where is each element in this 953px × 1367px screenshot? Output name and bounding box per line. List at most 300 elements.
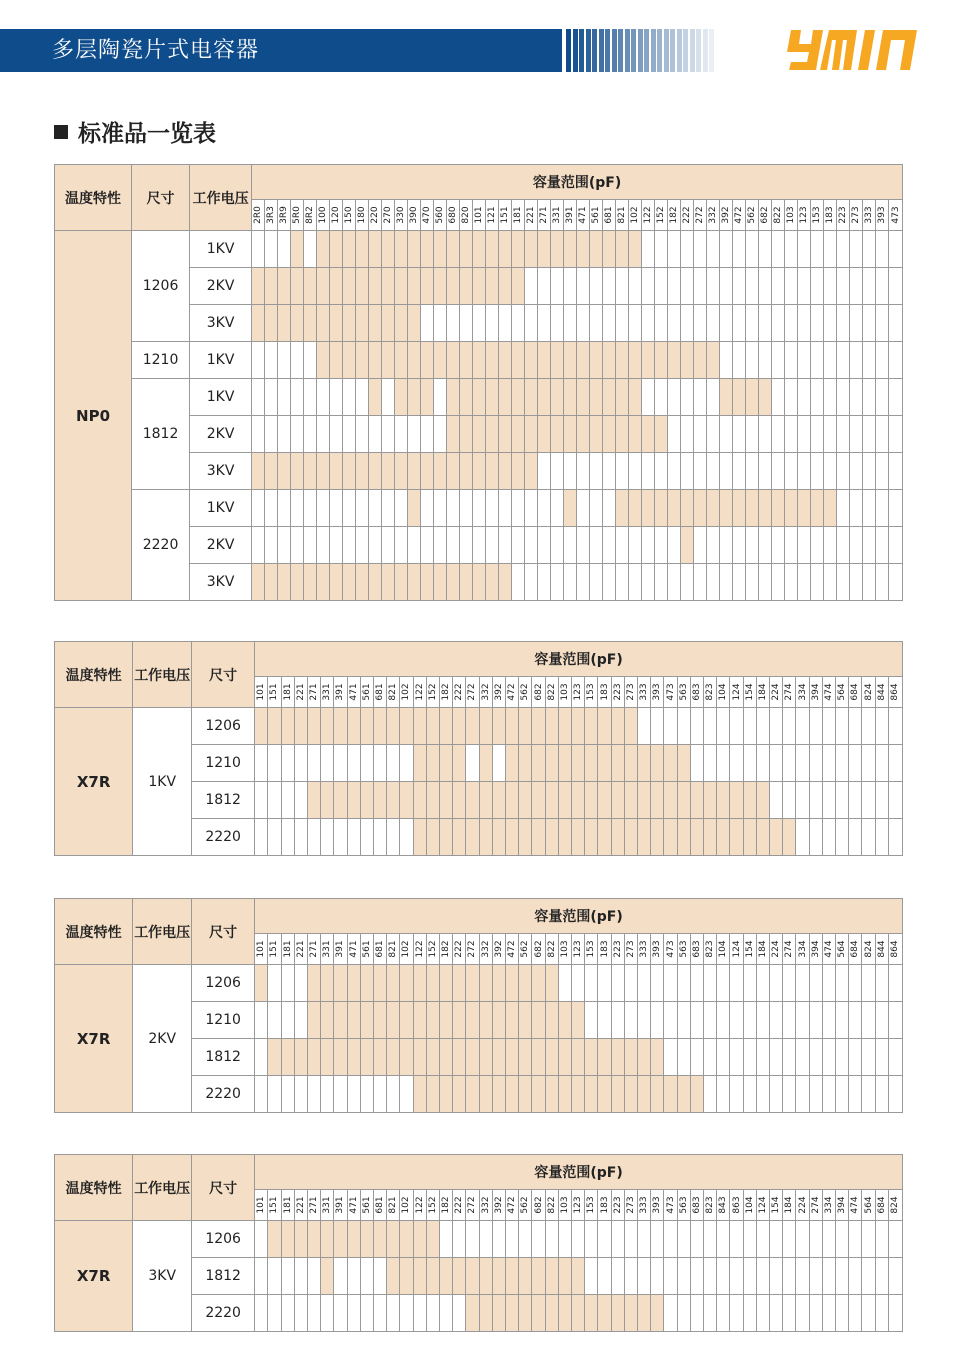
range-cell-available (616, 231, 629, 268)
range-cell-empty (519, 1221, 532, 1258)
capacitance-code: 222 (454, 683, 465, 701)
capacitance-code: 330 (396, 206, 407, 224)
range-cell-empty (824, 564, 837, 601)
capacitance-code: 864 (890, 940, 901, 958)
range-cell-empty (268, 819, 281, 856)
range-cell-empty (642, 379, 655, 416)
range-cell-empty (690, 1258, 703, 1295)
range-cell-empty (850, 379, 863, 416)
range-cell-empty (822, 1002, 835, 1039)
capacitance-code-cell (255, 934, 268, 965)
range-cell-empty (811, 379, 824, 416)
range-cell-available (598, 819, 611, 856)
capacitance-code-cell (268, 934, 281, 965)
range-cell-available (759, 379, 772, 416)
range-cell-available (460, 379, 473, 416)
range-cell-empty (720, 527, 733, 564)
range-cell-empty (294, 819, 307, 856)
range-cell-available (473, 379, 486, 416)
capacitance-code-cell (809, 677, 822, 708)
capacitance-code-cell (506, 934, 519, 965)
range-cell-available (512, 231, 525, 268)
range-cell-empty (281, 1258, 294, 1295)
range-cell-empty (849, 782, 862, 819)
range-cell-available (572, 1002, 585, 1039)
capacitance-code: 182 (441, 683, 452, 701)
range-cell-available (473, 416, 486, 453)
range-cell-available (694, 342, 707, 379)
stripe-bar (644, 29, 649, 72)
stripe-bar (612, 29, 617, 72)
range-cell-empty (837, 490, 850, 527)
range-cell-empty (668, 416, 681, 453)
range-cell-empty (743, 708, 756, 745)
range-cell-empty (369, 416, 382, 453)
range-cell-empty (720, 564, 733, 601)
row-label: 1206 (192, 965, 255, 1002)
range-cell-empty (603, 527, 616, 564)
range-cell-available (421, 453, 434, 490)
capacitance-code: 180 (357, 206, 368, 224)
range-cell-empty (373, 1076, 386, 1113)
capacitance-code-cell (453, 1190, 466, 1221)
capacitance-code-cell (629, 200, 642, 231)
range-cell-empty (785, 564, 798, 601)
row-label: 1812 (192, 1258, 255, 1295)
range-cell-empty (551, 305, 564, 342)
range-cell-available (551, 342, 564, 379)
range-cell-available (307, 1002, 320, 1039)
range-cell-empty (707, 305, 720, 342)
range-cell-empty (525, 305, 538, 342)
range-cell-empty (668, 379, 681, 416)
column-header-3: 尺寸 (192, 1155, 255, 1221)
range-cell-empty (862, 1002, 875, 1039)
capacitance-code: 151 (269, 683, 280, 701)
capacitance-code-cell (281, 934, 294, 965)
capacitance-code: 681 (375, 940, 386, 958)
capacitance-code: 273 (851, 206, 862, 224)
range-cell-empty (849, 1221, 862, 1258)
range-cell-empty (694, 527, 707, 564)
range-cell-empty (756, 1002, 769, 1039)
capacitance-code: 124 (731, 683, 742, 701)
range-cell-empty (756, 1039, 769, 1076)
capacitance-code: 274 (810, 1196, 821, 1214)
range-cell-available (307, 1039, 320, 1076)
capacitance-code-cell (400, 934, 413, 965)
range-cell-empty (783, 1076, 796, 1113)
range-cell-empty (681, 564, 694, 601)
range-cell-empty (759, 268, 772, 305)
range-cell-empty (756, 965, 769, 1002)
range-cell-available (655, 490, 668, 527)
range-cell-available (434, 453, 447, 490)
capacitance-code: 2R0 (253, 206, 264, 224)
column-header-2: 工作电压 (133, 899, 192, 965)
capacitance-code-cell (506, 1190, 519, 1221)
range-cell-available (743, 819, 756, 856)
range-cell-empty (334, 819, 347, 856)
range-cell-empty (664, 1221, 677, 1258)
range-cell-available (278, 305, 291, 342)
range-cell-available (373, 782, 386, 819)
range-cell-empty (717, 1221, 730, 1258)
range-cell-available (486, 231, 499, 268)
capacitance-code-cell (400, 677, 413, 708)
range-cell-empty (849, 1258, 862, 1295)
range-cell-empty (850, 342, 863, 379)
capacitance-code-cell (268, 677, 281, 708)
capacitance-code: 152 (427, 1196, 438, 1214)
capacitance-code: 273 (625, 1196, 636, 1214)
range-cell-available (453, 745, 466, 782)
stripe-bar (709, 29, 714, 72)
range-cell-available (624, 745, 637, 782)
range-cell-empty (255, 1002, 268, 1039)
range-cell-empty (889, 231, 903, 268)
range-cell-empty (770, 745, 783, 782)
range-cell-empty (655, 453, 668, 490)
range-cell-available (434, 268, 447, 305)
range-cell-empty (321, 1295, 334, 1332)
range-cell-available (677, 819, 690, 856)
range-cell-empty (426, 1295, 439, 1332)
range-cell-empty (862, 1039, 875, 1076)
range-cell-available (558, 782, 571, 819)
capacitance-code-cell (611, 934, 624, 965)
capacitance-code-cell (538, 200, 551, 231)
range-cell-empty (836, 1295, 849, 1332)
range-cell-empty (809, 1002, 822, 1039)
range-cell-empty (889, 416, 903, 453)
range-cell-empty (876, 342, 889, 379)
range-cell-empty (564, 527, 577, 564)
range-cell-available (460, 231, 473, 268)
range-cell-empty (538, 527, 551, 564)
range-cell-empty (889, 564, 903, 601)
range-cell-empty (811, 231, 824, 268)
range-cell-empty (255, 1221, 268, 1258)
capacitance-code: 471 (348, 683, 359, 701)
capacitance-code: 844 (876, 940, 887, 958)
range-cell-available (564, 416, 577, 453)
capacitance-code: 5R0 (292, 206, 303, 224)
range-cell-empty (849, 1002, 862, 1039)
range-cell-empty (558, 965, 571, 1002)
range-cell-available (321, 965, 334, 1002)
capacitance-code: 222 (454, 1196, 465, 1214)
temperature-characteristic: X7R (55, 708, 133, 856)
range-cell-empty (677, 1002, 690, 1039)
range-cell-available (638, 782, 651, 819)
range-cell-empty (707, 416, 720, 453)
capacitance-code: 334 (823, 1196, 834, 1214)
range-cell-empty (347, 1258, 360, 1295)
range-cell-available (545, 708, 558, 745)
capacitance-code-cell (453, 677, 466, 708)
range-cell-empty (862, 1221, 875, 1258)
range-cell-available (304, 564, 317, 601)
range-cell-available (538, 379, 551, 416)
range-cell-available (395, 231, 408, 268)
range-cell-available (492, 819, 505, 856)
range-cell-available (525, 416, 538, 453)
range-cell-empty (694, 268, 707, 305)
range-cell-empty (347, 1076, 360, 1113)
range-cell-available (473, 453, 486, 490)
range-cell-available (439, 745, 452, 782)
capacitance-code: 334 (797, 940, 808, 958)
capacitance-code-cell (677, 934, 690, 965)
range-cell-available (334, 1221, 347, 1258)
capacitance-code: 184 (757, 940, 768, 958)
range-cell-available (466, 1039, 479, 1076)
range-cell-available (330, 453, 343, 490)
range-cell-available (356, 342, 369, 379)
capacitance-code: 153 (812, 206, 823, 224)
range-cell-empty (876, 564, 889, 601)
capacitance-code-cell (532, 934, 545, 965)
range-cell-empty (265, 490, 278, 527)
range-cell-empty (638, 1221, 651, 1258)
range-cell-available (291, 453, 304, 490)
range-cell-available (717, 782, 730, 819)
range-cell-empty (395, 527, 408, 564)
range-cell-available (334, 708, 347, 745)
capacitance-code-cell (307, 677, 320, 708)
range-cell-empty (347, 745, 360, 782)
range-cell-empty (720, 231, 733, 268)
capacitance-code: 393 (877, 206, 888, 224)
range-cell-empty (785, 305, 798, 342)
capacitance-code-cell (677, 677, 690, 708)
range-cell-available (421, 342, 434, 379)
range-cell-empty (268, 1002, 281, 1039)
range-cell-available (704, 782, 717, 819)
capacitance-code-cell (824, 200, 837, 231)
range-cell-empty (373, 819, 386, 856)
range-cell-empty (783, 745, 796, 782)
range-cell-available (572, 708, 585, 745)
capacitance-code-cell (321, 934, 334, 965)
range-cell-empty (629, 305, 642, 342)
range-cell-empty (889, 527, 903, 564)
section-title (54, 117, 216, 151)
range-cell-available (598, 708, 611, 745)
capacitance-code-cell (265, 200, 278, 231)
capacitance-code-cell (558, 1190, 571, 1221)
range-cell-empty (862, 782, 875, 819)
range-cell-empty (572, 965, 585, 1002)
range-cell-available (733, 490, 746, 527)
range-cell-empty (585, 1221, 598, 1258)
capacitance-code-cell (651, 1190, 664, 1221)
range-cell-empty (387, 745, 400, 782)
range-cell-available (512, 268, 525, 305)
range-cell-available (616, 416, 629, 453)
capacitance-code-cell (387, 934, 400, 965)
capacitance-code: 332 (480, 940, 491, 958)
stripe-bar (586, 29, 591, 72)
range-cell-empty (577, 527, 590, 564)
capacitance-code-cell (677, 1190, 690, 1221)
range-cell-empty (453, 1221, 466, 1258)
stripe-bar (573, 29, 578, 72)
range-cell-empty (492, 745, 505, 782)
range-cell-available (439, 819, 452, 856)
range-cell-empty (811, 305, 824, 342)
range-cell-available (307, 965, 320, 1002)
stripe-bar (670, 29, 675, 72)
range-cell-empty (770, 1002, 783, 1039)
range-cell-available (651, 745, 664, 782)
capacitance-code: 154 (744, 683, 755, 701)
range-cell-empty (624, 1002, 637, 1039)
range-cell-empty (759, 453, 772, 490)
range-cell-empty (875, 745, 888, 782)
stripe-bar (638, 29, 643, 72)
range-cell-available (558, 1295, 571, 1332)
range-cell-available (369, 305, 382, 342)
range-cell-empty (836, 1076, 849, 1113)
range-cell-empty (863, 231, 876, 268)
range-cell-available (506, 782, 519, 819)
range-cell-available (603, 379, 616, 416)
range-cell-empty (707, 379, 720, 416)
range-cell-empty (772, 268, 785, 305)
range-cell-empty (343, 490, 356, 527)
range-cell-available (598, 1076, 611, 1113)
range-cell-empty (770, 1076, 783, 1113)
range-cell-empty (655, 231, 668, 268)
range-cell-empty (730, 1221, 743, 1258)
range-cell-empty (655, 268, 668, 305)
range-cell-empty (278, 379, 291, 416)
range-cell-empty (268, 745, 281, 782)
capacitance-code-cell (307, 1190, 320, 1221)
row-label: 1210 (192, 745, 255, 782)
capacitance-code: 184 (784, 1196, 795, 1214)
range-cell-empty (743, 1221, 756, 1258)
capacitance-code: 272 (467, 683, 478, 701)
capacitance-code-cell (466, 1190, 479, 1221)
capacitance-code-cell (466, 677, 479, 708)
range-cell-available (611, 1076, 624, 1113)
capacitance-code: 334 (797, 683, 808, 701)
range-cell-available (447, 231, 460, 268)
range-cell-empty (387, 1295, 400, 1332)
range-cell-empty (798, 564, 811, 601)
range-cell-available (317, 268, 330, 305)
range-cell-empty (811, 564, 824, 601)
capacitance-code: 394 (810, 940, 821, 958)
range-cell-available (538, 231, 551, 268)
range-cell-empty (611, 1258, 624, 1295)
range-cell-available (387, 965, 400, 1002)
range-cell-empty (638, 708, 651, 745)
capacitance-code: 121 (487, 206, 498, 224)
capacitance-code: 270 (383, 206, 394, 224)
range-cell-available (564, 379, 577, 416)
range-cell-available (519, 708, 532, 745)
range-cell-available (707, 342, 720, 379)
column-header-3: 尺寸 (192, 642, 255, 708)
range-cell-empty (387, 1076, 400, 1113)
range-cell-empty (281, 745, 294, 782)
stripe-bar (664, 29, 669, 72)
range-cell-empty (888, 782, 902, 819)
range-cell-available (690, 1076, 703, 1113)
capacitance-code: 393 (652, 683, 663, 701)
range-cell-empty (837, 564, 850, 601)
capacitance-code: 221 (295, 940, 306, 958)
range-cell-empty (321, 1076, 334, 1113)
range-cell-empty (743, 1039, 756, 1076)
range-cell-empty (268, 1076, 281, 1113)
range-cell-available (278, 453, 291, 490)
range-cell-available (499, 564, 512, 601)
range-cell-empty (638, 1002, 651, 1039)
capacitance-code: 224 (797, 1196, 808, 1214)
range-cell-empty (590, 527, 603, 564)
table-row (55, 490, 903, 527)
range-cell-empty (733, 564, 746, 601)
capacitance-code: 181 (282, 1196, 293, 1214)
range-cell-available (356, 564, 369, 601)
capacitance-code-cell (837, 200, 850, 231)
range-cell-available (519, 745, 532, 782)
range-cell-available (343, 564, 356, 601)
range-cell-empty (759, 231, 772, 268)
range-cell-available (466, 782, 479, 819)
range-cell-empty (551, 527, 564, 564)
table-row (55, 231, 903, 268)
capacitance-code-cell (519, 934, 532, 965)
range-cell-empty (664, 1258, 677, 1295)
capacitance-code-cell (888, 1190, 902, 1221)
capacitance-code: 273 (625, 683, 636, 701)
range-cell-empty (770, 965, 783, 1002)
capacitance-code-cell (291, 200, 304, 231)
range-cell-available (382, 342, 395, 379)
capacitance-code-cell (572, 934, 585, 965)
range-cell-available (369, 268, 382, 305)
range-cell-empty (798, 231, 811, 268)
row-label: 1210 (192, 1002, 255, 1039)
range-cell-empty (694, 305, 707, 342)
capacitance-code-cell (850, 200, 863, 231)
capacitance-code-cell (664, 1190, 677, 1221)
capacitance-code: 332 (480, 683, 491, 701)
range-cell-empty (756, 708, 769, 745)
range-cell-empty (756, 1221, 769, 1258)
range-cell-empty (291, 342, 304, 379)
range-cell-empty (439, 1295, 452, 1332)
range-cell-available (373, 965, 386, 1002)
range-cell-empty (785, 416, 798, 453)
capacitance-code-cell (651, 934, 664, 965)
range-cell-available (387, 1039, 400, 1076)
range-cell-empty (783, 1221, 796, 1258)
range-cell-available (321, 1002, 334, 1039)
range-cell-empty (525, 564, 538, 601)
range-cell-available (492, 1039, 505, 1076)
range-cell-empty (334, 1076, 347, 1113)
range-cell-available (572, 745, 585, 782)
capacitance-code-cell (862, 934, 875, 965)
range-cell-available (382, 231, 395, 268)
